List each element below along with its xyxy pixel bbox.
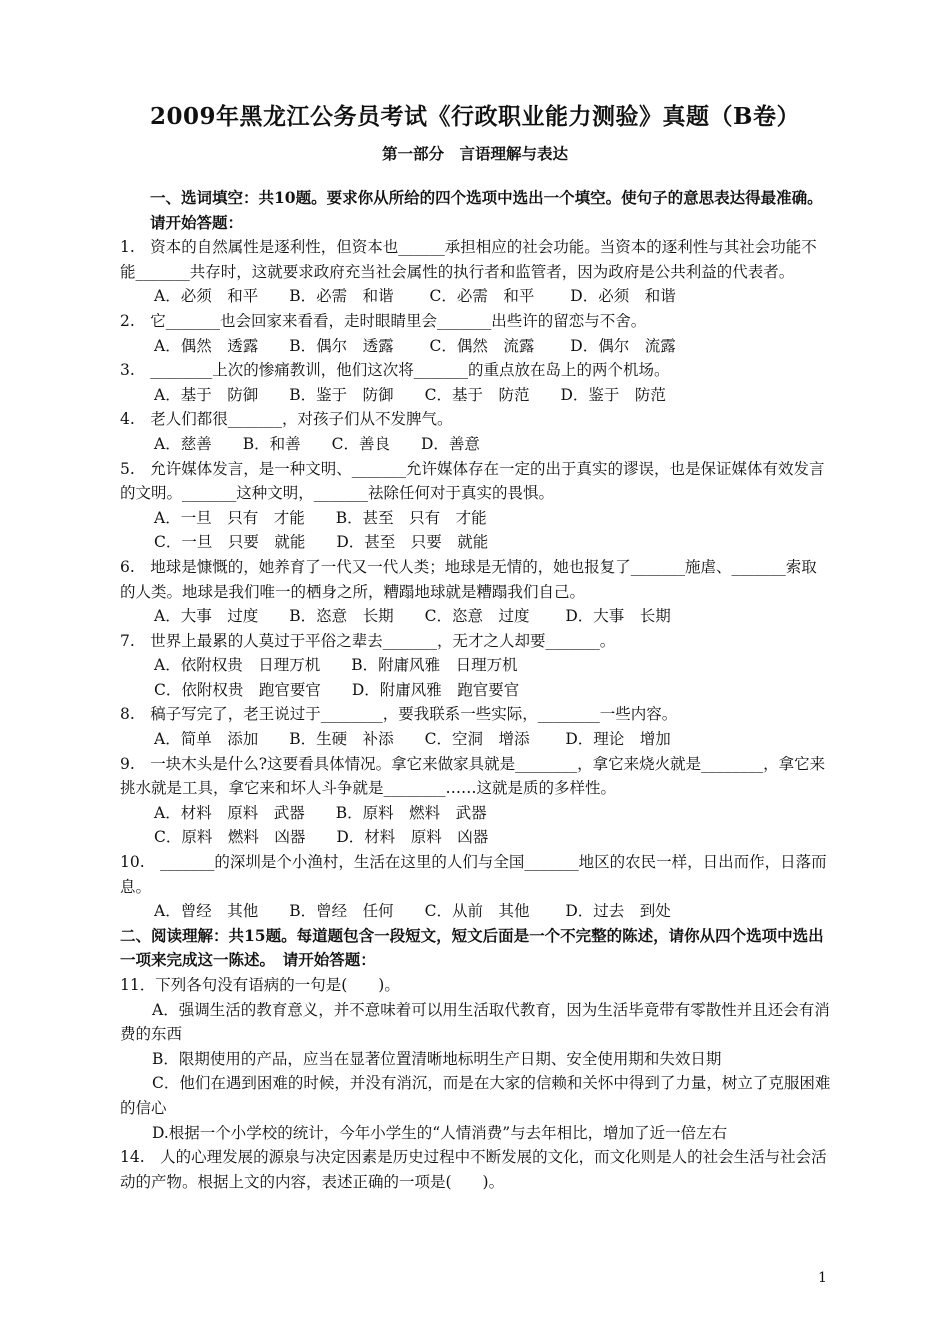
question-1-options: A．必须 和平 B．必需 和谐 C．必需 和平 D．必须 和谐 xyxy=(154,287,676,306)
question-5-options-row1: A．一旦 只有 才能 B．甚至 只有 才能 xyxy=(154,508,487,527)
section1-heading: 一、选词填空：共10题。要求你从所给的四个选项中选出一个填空。使句子的意思表达得最准确。 xyxy=(150,188,823,207)
question-2-stem: 2. 它_______也会回家来看看，走时眼睛里会_______出些许的留恋与不舍。 xyxy=(120,311,647,330)
start-prompt: 请开始答题： xyxy=(150,212,244,232)
question-9-options-row1: A．材料 原料 武器 B．原料 燃料 武器 xyxy=(154,803,487,822)
question-7-options-row2: C．依附权贵 跑官要官 D．附庸风雅 跑官要官 xyxy=(154,680,520,699)
question-3-options: A．基于 防御 B．鉴于 防御 C．基于 防范 D．鉴于 防范 xyxy=(154,385,666,404)
question-7-options-row1: A．依附权贵 日理万机 B．附庸风雅 日理万机 xyxy=(154,656,518,675)
page-number: 1 xyxy=(818,1270,827,1286)
question-11-stem: 11．下列各句没有语病的一句是( )。 xyxy=(120,976,400,994)
question-11-option-d: D.根据一个小学校的统计，今年小学生的“人情消费”与去年相比，增加了近一倍左右 xyxy=(152,1123,728,1142)
question-4-options: A．慈善 B．和善 C．善良 D．善意 xyxy=(154,434,480,453)
page-title: 2009年黑龙江公务员考试《行政职业能力测验》真题（B卷） xyxy=(150,103,800,130)
question-9-stem: 9. 一块木头是什么?这要看具体情况。拿它来做家具就是________，拿它来烧火就是________，拿它来挑水就是工具，拿它来和坏人斗争就是________……这就是质的多样性。 xyxy=(120,754,826,798)
question-10-stem: 10. _______的深圳是个小渔村，生活在这里的人们与全国_______地区的农民一样，日出而作，日落而息。 xyxy=(120,853,827,896)
section2-heading: 二、阅读理解：共15题。每道题包含一段短文，短文后面是一个不完整的陈述，请你从四个选项中选出一项来完成这一陈述。 请开始答题： xyxy=(120,925,824,970)
question-10-options: A．曾经 其他 B．曾经 任何 C．从前 其他 D．过去 到处 xyxy=(154,902,671,921)
question-5-options-row2: C．一旦 只要 就能 D．甚至 只要 就能 xyxy=(154,533,489,552)
part-subtitle: 第一部分 言语理解与表达 xyxy=(381,144,568,163)
question-7-stem: 7. 世界上最累的人莫过于平俗之辈去_______，无才之人却要_______。 xyxy=(120,631,616,650)
question-11-option-b: B．限期使用的产品，应当在显著位置清晰地标明生产日期、安全使用期和失效日期 xyxy=(152,1049,722,1068)
question-6-options: A．大事 过度 B．恣意 长期 C．恣意 过度 D．大事 长期 xyxy=(154,607,671,626)
question-4-stem: 4. 老人们都很_______，对孩子们从不发脾气。 xyxy=(120,410,453,429)
question-5-stem: 5. 允许媒体发言，是一种文明、_______允许媒体存在一定的出于真实的谬误，也是保证媒体有效发言的文明。_______这种文明，_______祛除任何对于真实的畏惧。 xyxy=(120,459,825,503)
question-9-options-row2: C．原料 燃料 凶器 D．材料 原料 凶器 xyxy=(154,828,489,847)
document-body xyxy=(120,186,832,1194)
question-2-options: A．偶然 透露 B．偶尔 透露 C．偶然 流露 D．偶尔 流露 xyxy=(154,336,676,355)
question-3-stem: 3. ________上次的惨痛教训，他们这次将_______的重点放在岛上的两个机场。 xyxy=(120,361,670,380)
question-1-stem: 1. 资本的自然属性是逐利性，但资本也______承担相应的社会功能。当资本的逐利性与其社会功能不能_______共存时，这就要求政府充当社会属性的执行者和监管者，因为政府是公共利益的代表者。 xyxy=(120,238,817,281)
question-11-option-c: C．他们在遇到困难的时候，并没有消沉，而是在大家的信赖和关怀中得到了力量，树立了克服困难的信心 xyxy=(120,1074,831,1117)
question-8-options: A．简单 添加 B．生硬 补添 C．空洞 增添 D．理论 增加 xyxy=(154,730,671,749)
question-6-stem: 6. 地球是慷慨的，她养育了一代又一代人类；地球是无情的，她也报复了_______施虐、_______索取的人类。地球是我们唯一的栖身之所，糟蹋地球就是糟蹋我们自己。 xyxy=(120,557,817,601)
question-11-option-a: A．强调生活的教育意义，并不意味着可以用生活取代教育，因为生活毕竟带有零散性并且还会有消费的东西 xyxy=(120,1000,830,1044)
question-8-stem: 8. 稿子写完了，老王说过于________，要我联系一些实际，________一些内容。 xyxy=(120,705,678,724)
question-14-stem: 14. 人的心理发展的源泉与决定因素是历史过程中不断发展的文化，而文化则是人的社会生活与社会活动的产物。根据上文的内容，表述正确的一项是( )。 xyxy=(120,1148,827,1191)
